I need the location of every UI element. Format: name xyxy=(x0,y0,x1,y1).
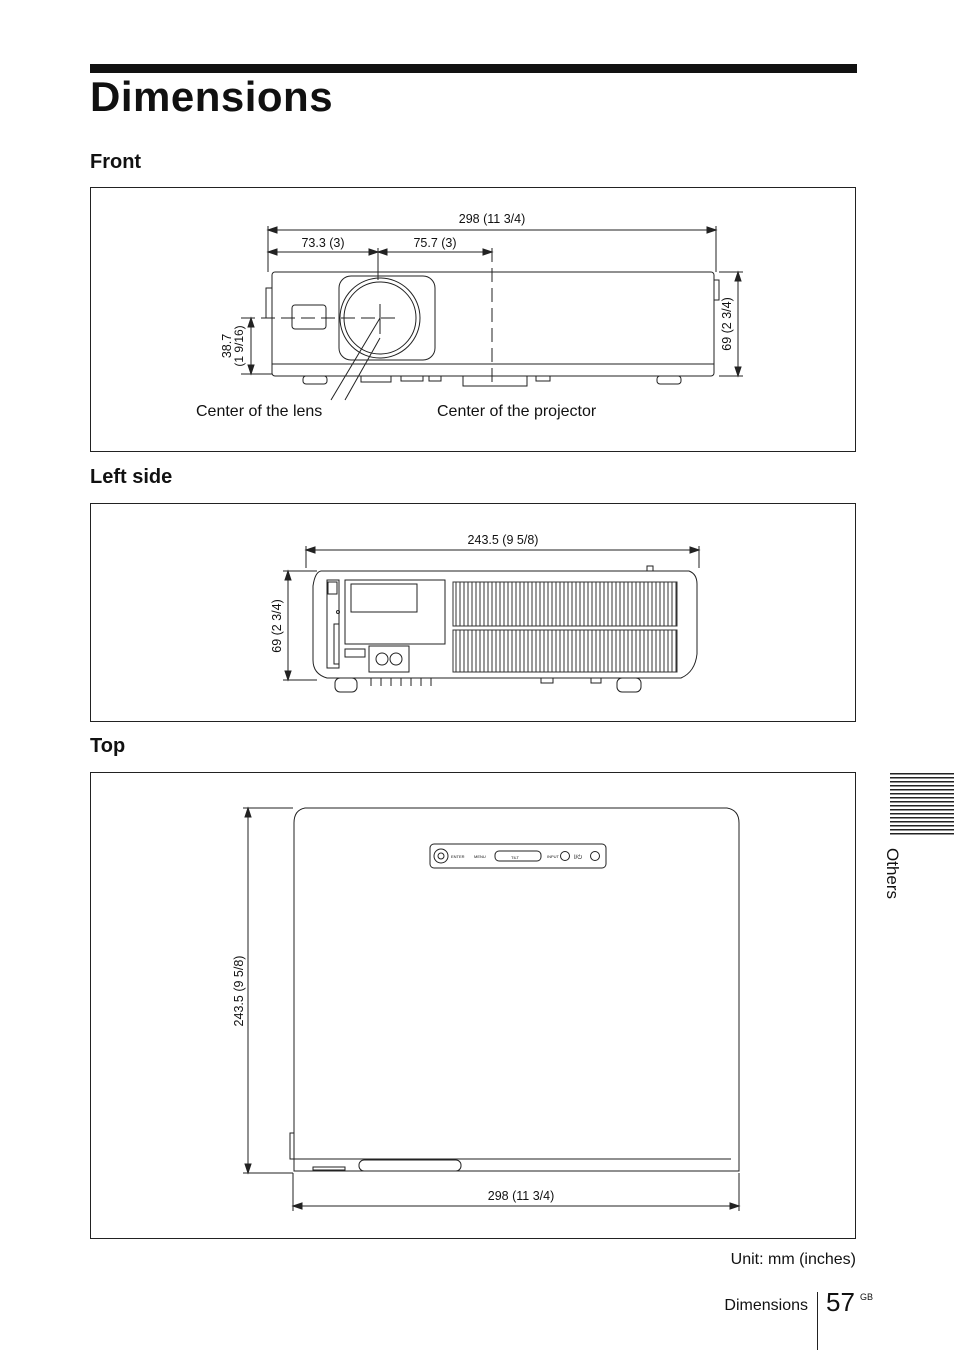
top-view-drawing xyxy=(91,773,857,1240)
front-lens-height-inches: (1 9/16) xyxy=(232,325,246,367)
page-title: Dimensions xyxy=(90,73,334,120)
section-tab-stripes xyxy=(890,773,954,837)
svg-text:INPUT: INPUT xyxy=(547,854,559,859)
section-tab xyxy=(872,848,912,908)
unit-note: Unit: mm (inches) xyxy=(730,1251,856,1268)
top-diagram xyxy=(90,772,856,1239)
footer-divider xyxy=(817,1292,818,1350)
left-side-depth-dimension: 243.5 (9 5/8) xyxy=(467,533,539,547)
page-suffix: GB xyxy=(860,1292,874,1302)
front-mid-dimension: 75.7 (3) xyxy=(413,236,457,250)
top-heading: Top xyxy=(90,735,126,757)
front-lens-height-value: 38.7 xyxy=(220,333,234,359)
page-number: 57 xyxy=(826,1287,855,1317)
front-height-dimension: 69 (2 3/4) xyxy=(720,297,734,351)
title-rule xyxy=(90,64,857,73)
front-width-dimension: 298 (11 3/4) xyxy=(458,212,526,226)
svg-text:TILT: TILT xyxy=(511,855,519,860)
projector-center-label: Center of the projector xyxy=(437,403,597,420)
front-heading: Front xyxy=(90,151,142,173)
section-tab-label: Others xyxy=(883,848,902,900)
svg-text:MENU: MENU xyxy=(474,854,486,859)
svg-text:ENTER: ENTER xyxy=(451,854,465,859)
left-side-heading: Left side xyxy=(90,466,173,488)
front-diagram xyxy=(90,187,856,452)
top-width-dimension: 298 (11 3/4) xyxy=(487,1189,555,1203)
lens-center-label: Center of the lens xyxy=(196,403,323,420)
front-left-dimension: 73.3 (3) xyxy=(301,236,345,250)
top-depth-dimension: 243.5 (9 5/8) xyxy=(232,955,246,1027)
footer-section-label: Dimensions xyxy=(724,1297,808,1314)
svg-text:I/⏻: I/⏻ xyxy=(574,855,583,861)
left-side-drawing xyxy=(91,504,857,723)
front-view-drawing xyxy=(91,188,857,453)
left-side-diagram xyxy=(90,503,856,722)
left-side-height-dimension: 69 (2 3/4) xyxy=(270,599,284,653)
